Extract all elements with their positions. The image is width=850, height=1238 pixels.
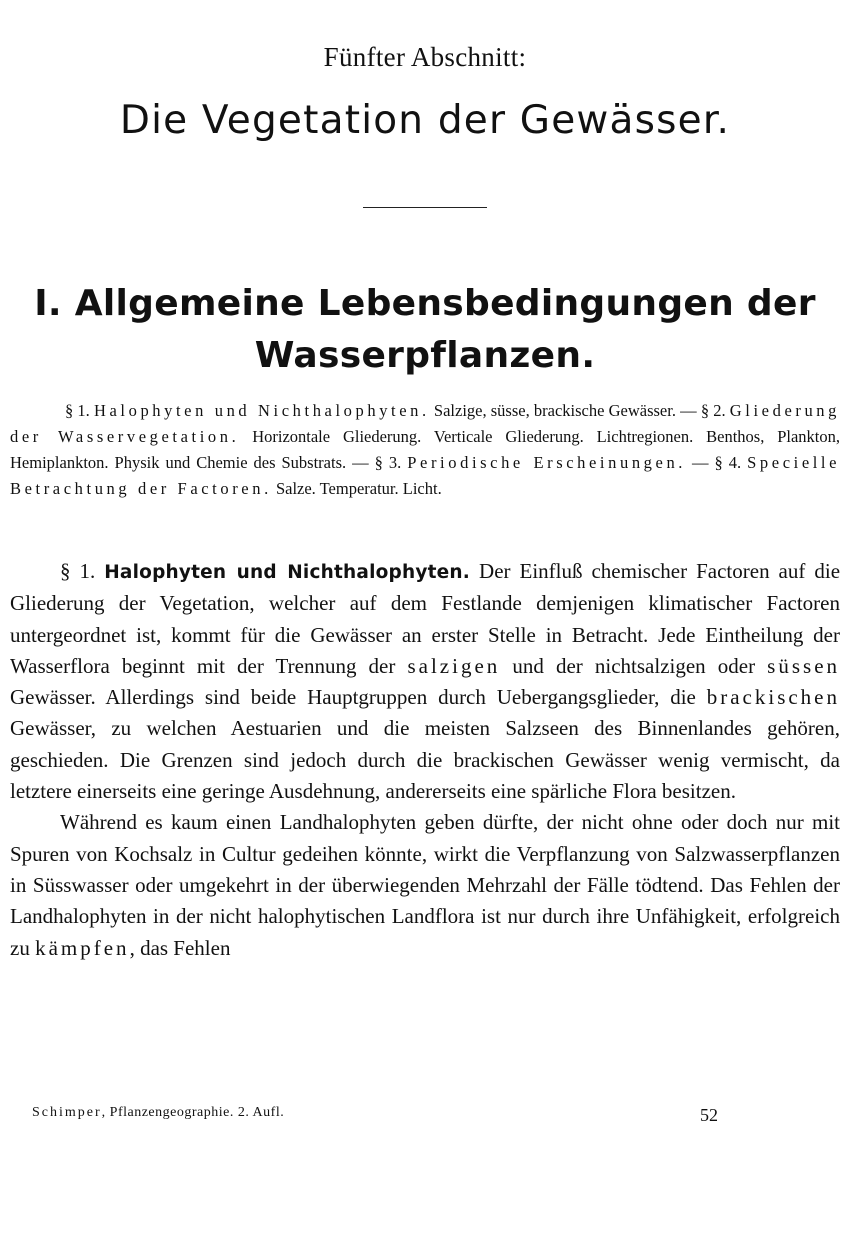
paragraph-1-text-d: Gewässer, zu welchen Aestuarien und die meisten Salzseen des Binnenlandes gehören, geschieden. Die Grenzen sind jedoch durch die brackischen Gewässer wenig vermischt, da letztere einerseits eine geringe Ausdehnung, andererseits eine spärliche Flora besitzen. bbox=[10, 716, 840, 804]
paragraph-2 bbox=[10, 807, 840, 963]
summary-s3-separator: — bbox=[692, 453, 709, 472]
spaced-word-kaempfen: kämpfen bbox=[35, 935, 130, 960]
paragraph-1-text-a: Der Einfluß chemischer Factoren auf die Gliederung der Vegetation, welcher auf dem Festlande demjenigen klimatischer Factoren untergeordnet ist, kommt für die Gewässer an erster Stelle in Betracht. Jede Eintheilung der Wasserflora beginnt mit der Trennung der bbox=[10, 559, 841, 678]
summary-s2-title: Gliederung der Wasservegetation. bbox=[10, 401, 841, 446]
summary-s1-number: § 1. bbox=[65, 401, 90, 420]
page-number: 52 bbox=[700, 1105, 718, 1125]
chapter-title-line-1: I. Allgemeine Lebensbedingungen der bbox=[34, 283, 816, 324]
summary-s3-number: § 3. bbox=[374, 453, 402, 472]
spaced-word-salzigen: salzigen bbox=[407, 653, 501, 678]
paragraph-2-text-a: Während es kaum einen Landhalophyten geben dürfte, der nicht ohne oder doch nur mit Spuren von Kochsalz in Cultur gedeihen könnte, wirkt die Verpflanzung von Salzwasserpflanzen in Süsswasser oder umgekehrt in der überwiegenden Mehrzahl der Fälle tödtend. Das Fehlen der Landhalophyten in der nicht halophytischen Landflora ist nur durch ihre Unfähigkeit, erfolgreich zu bbox=[10, 810, 840, 960]
chapter-summary bbox=[10, 398, 840, 502]
summary-s1-text: Salzige, süsse, brackische Gewässer. — bbox=[433, 401, 697, 420]
title-divider bbox=[363, 207, 487, 208]
summary-s1-title: Halophyten und Nichthalophyten. bbox=[93, 401, 430, 420]
paragraph-1 bbox=[10, 556, 840, 807]
summary-s2-number: § 2. bbox=[700, 401, 726, 420]
chapter-title bbox=[10, 278, 840, 382]
summary-s2-text: Horizontale Gliederung. Verticale Gliederung. Lichtregionen. Benthos, Plankton, Hemiplankton. Physik und Chemie des Substrats. — bbox=[10, 427, 840, 472]
paragraph-1-number: § 1. bbox=[60, 559, 96, 583]
spaced-word-brackischen: brackischen bbox=[706, 685, 841, 710]
paragraph-1-heading: Halophyten und Nichthalophyten. bbox=[104, 562, 471, 583]
running-footer bbox=[32, 1105, 284, 1121]
section-kicker: Fünfter Abschnitt: bbox=[323, 42, 527, 72]
spaced-word-suessen: süssen bbox=[767, 653, 841, 678]
part-title: Die Vegetation der Gewässer. bbox=[119, 98, 731, 143]
paragraph-1-text-c: Gewässer. Allerdings sind beide Hauptgruppen durch Uebergangsglieder, die bbox=[10, 685, 696, 710]
summary-s4-title: Specielle Betrachtung der Factoren. bbox=[10, 453, 841, 498]
footer-work: , Pflanzengeographie. 2. Aufl. bbox=[101, 1105, 285, 1120]
chapter-title-line-2: Wasserpflanzen. bbox=[254, 335, 596, 376]
paragraph-1-text-b: und der nichtsalzigen oder bbox=[512, 653, 756, 678]
summary-s4-text: Salze. Temperatur. Licht. bbox=[275, 479, 442, 498]
body-text bbox=[10, 556, 840, 964]
summary-s3-title: Periodische Erscheinungen. bbox=[407, 453, 687, 472]
footer-author: Schimper bbox=[32, 1105, 102, 1120]
paragraph-2-text-b: , das Fehlen bbox=[129, 935, 231, 960]
summary-s4-number: § 4. bbox=[714, 453, 742, 472]
